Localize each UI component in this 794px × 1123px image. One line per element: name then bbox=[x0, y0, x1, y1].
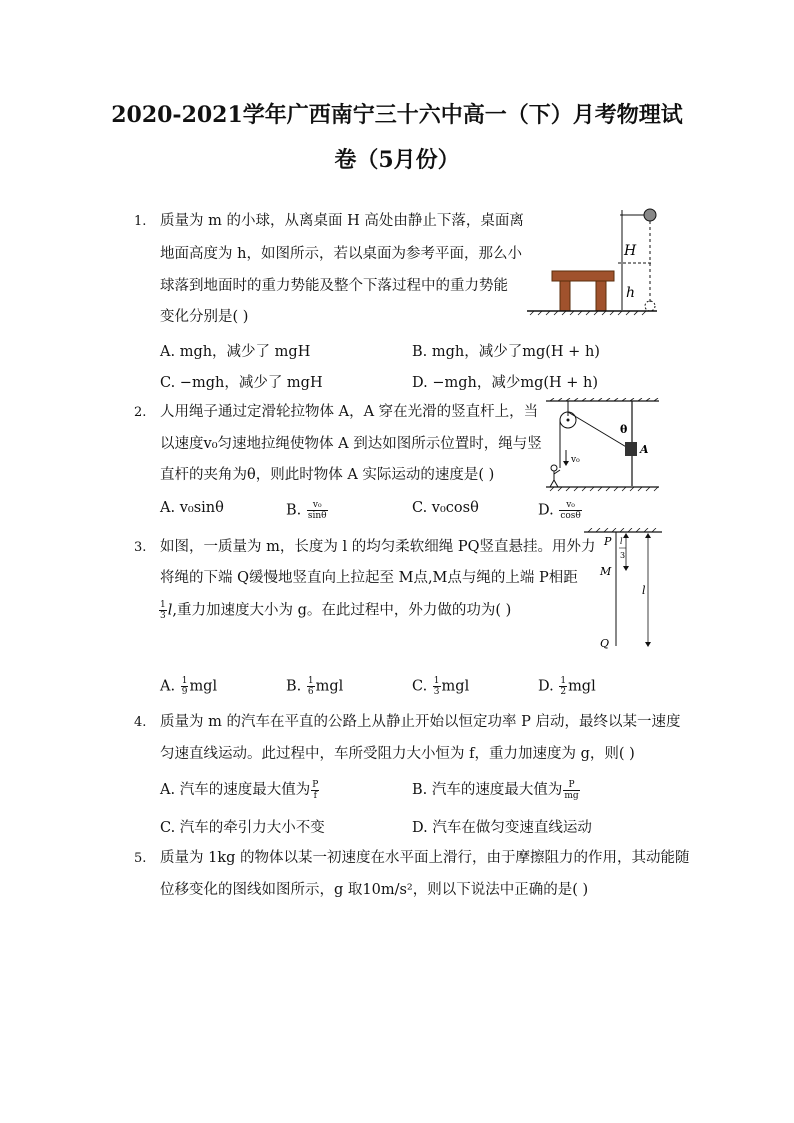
q2-option-a: A. v₀sinθ bbox=[160, 500, 224, 516]
q3-fig-frac-num: l bbox=[620, 537, 623, 546]
q5-line-1: 质量为 1kg 的物体以某一初速度在水平面上滑行，由于摩擦阻力的作用，其动能随 bbox=[160, 850, 690, 866]
q1-option-d: D. −mgh，减少mg(H + h) bbox=[412, 375, 599, 391]
q5-number: 5. bbox=[134, 851, 147, 866]
q3-line-2: 将绳的下端 Q缓慢地竖直向上拉起至 M点,M点与绳的上端 P相距 bbox=[160, 570, 578, 586]
q4-line-1: 质量为 m 的汽车在平直的公路上从静止开始以恒定功率 P 启动，最终以某一速度 bbox=[160, 714, 681, 730]
q3-fig-label-Q: Q bbox=[600, 637, 610, 650]
q3-line-1: 如图，一质量为 m，长度为 l 的均匀柔软细绳 PQ竖直悬挂。用外力 bbox=[160, 539, 596, 555]
q5-line-2: 位移变化的图线如图所示，g 取10m/s²，则以下说法中正确的是( ) bbox=[160, 882, 589, 898]
q2-option-d: D. $\frac{\text{v₀}}{\cos\theta}$ bbox=[538, 500, 581, 521]
q3-line-3: $\frac{1}{3}$ l,重力加速度大小为 g。在此过程中，外力做的功为( ) bbox=[160, 600, 512, 621]
q1-figure bbox=[522, 205, 662, 320]
q1-fig-label-h: h bbox=[626, 285, 636, 301]
q3-fig-label-l: l bbox=[642, 584, 646, 597]
q4-option-b: B. 汽车的速度最大值为 $\frac{P}{mg}$ bbox=[412, 779, 579, 801]
q2-fig-label-v0: v₀ bbox=[571, 455, 580, 465]
q3-option-b: B. $\frac{1}{6}$ mgl bbox=[286, 676, 344, 697]
q2-fig-label-theta: θ bbox=[620, 423, 628, 436]
q4-number: 4. bbox=[134, 715, 147, 730]
q2-line-1: 人用绳子通过定滑轮拉物体 A，A 穿在光滑的竖直杆上，当 bbox=[160, 404, 539, 420]
q2-option-b: B. $\frac{\text{v₀}}{\sin\theta}$ bbox=[286, 500, 327, 521]
q1-option-c: C. −mgh，减少了 mgH bbox=[160, 375, 323, 391]
title-line-1: 2020-2021学年广西南宁三十六中高一（下）月考物理试 bbox=[111, 102, 683, 128]
q1-line-2: 地面高度为 h，如图所示，若以桌面为参考平面，那么小 bbox=[160, 246, 522, 262]
q3-fig-frac-den: 3 bbox=[620, 551, 626, 560]
q4-option-d: D. 汽车在做匀变速直线运动 bbox=[412, 820, 592, 836]
q2-line-3: 直杆的夹角为θ，则此时物体 A 实际运动的速度是( ) bbox=[160, 467, 495, 483]
q2-figure bbox=[544, 398, 664, 493]
q3-option-d: D. $\frac{1}{2}$ mgl bbox=[538, 676, 596, 697]
title-line-2: 卷（5月份） bbox=[334, 147, 460, 173]
q2-number: 2. bbox=[134, 405, 147, 420]
q3-fig-label-M: M bbox=[600, 565, 612, 578]
q3-option-c: C. $\frac{1}{3}$ mgl bbox=[412, 676, 470, 697]
q3-fig-label-P: P bbox=[604, 535, 612, 548]
q1-fig-label-H: H bbox=[624, 243, 637, 259]
q1-option-a: A. mgh，减少了 mgH bbox=[160, 344, 311, 360]
q3-option-a: A. $\frac{1}{9}$ mgl bbox=[160, 676, 218, 697]
q1-line-4: 变化分别是( ) bbox=[160, 309, 249, 325]
q3-number: 3. bbox=[134, 540, 147, 555]
q4-line-2: 匀速直线运动。此过程中，车所受阻力大小恒为 f，重力加速度为 g，则( ) bbox=[160, 746, 635, 762]
q4-option-a: A. 汽车的速度最大值为 $\frac{P}{f}$ bbox=[160, 779, 319, 801]
q2-line-2: 以速度v₀匀速地拉绳使物体 A 到达如图所示位置时，绳与竖 bbox=[160, 436, 542, 452]
q1-number: 1. bbox=[134, 214, 147, 229]
q1-line-3: 球落到地面时的重力势能及整个下落过程中的重力势能 bbox=[160, 278, 508, 294]
q3-figure bbox=[584, 528, 674, 653]
q1-option-b: B. mgh，减少了mg(H + h) bbox=[412, 344, 600, 360]
q1-line-1: 质量为 m 的小球，从离桌面 H 高处由静止下落，桌面离 bbox=[160, 213, 524, 229]
q4-option-c: C. 汽车的牵引力大小不变 bbox=[160, 820, 325, 836]
q2-fig-label-A: A bbox=[640, 443, 649, 456]
q2-option-c: C. v₀cosθ bbox=[412, 500, 479, 516]
